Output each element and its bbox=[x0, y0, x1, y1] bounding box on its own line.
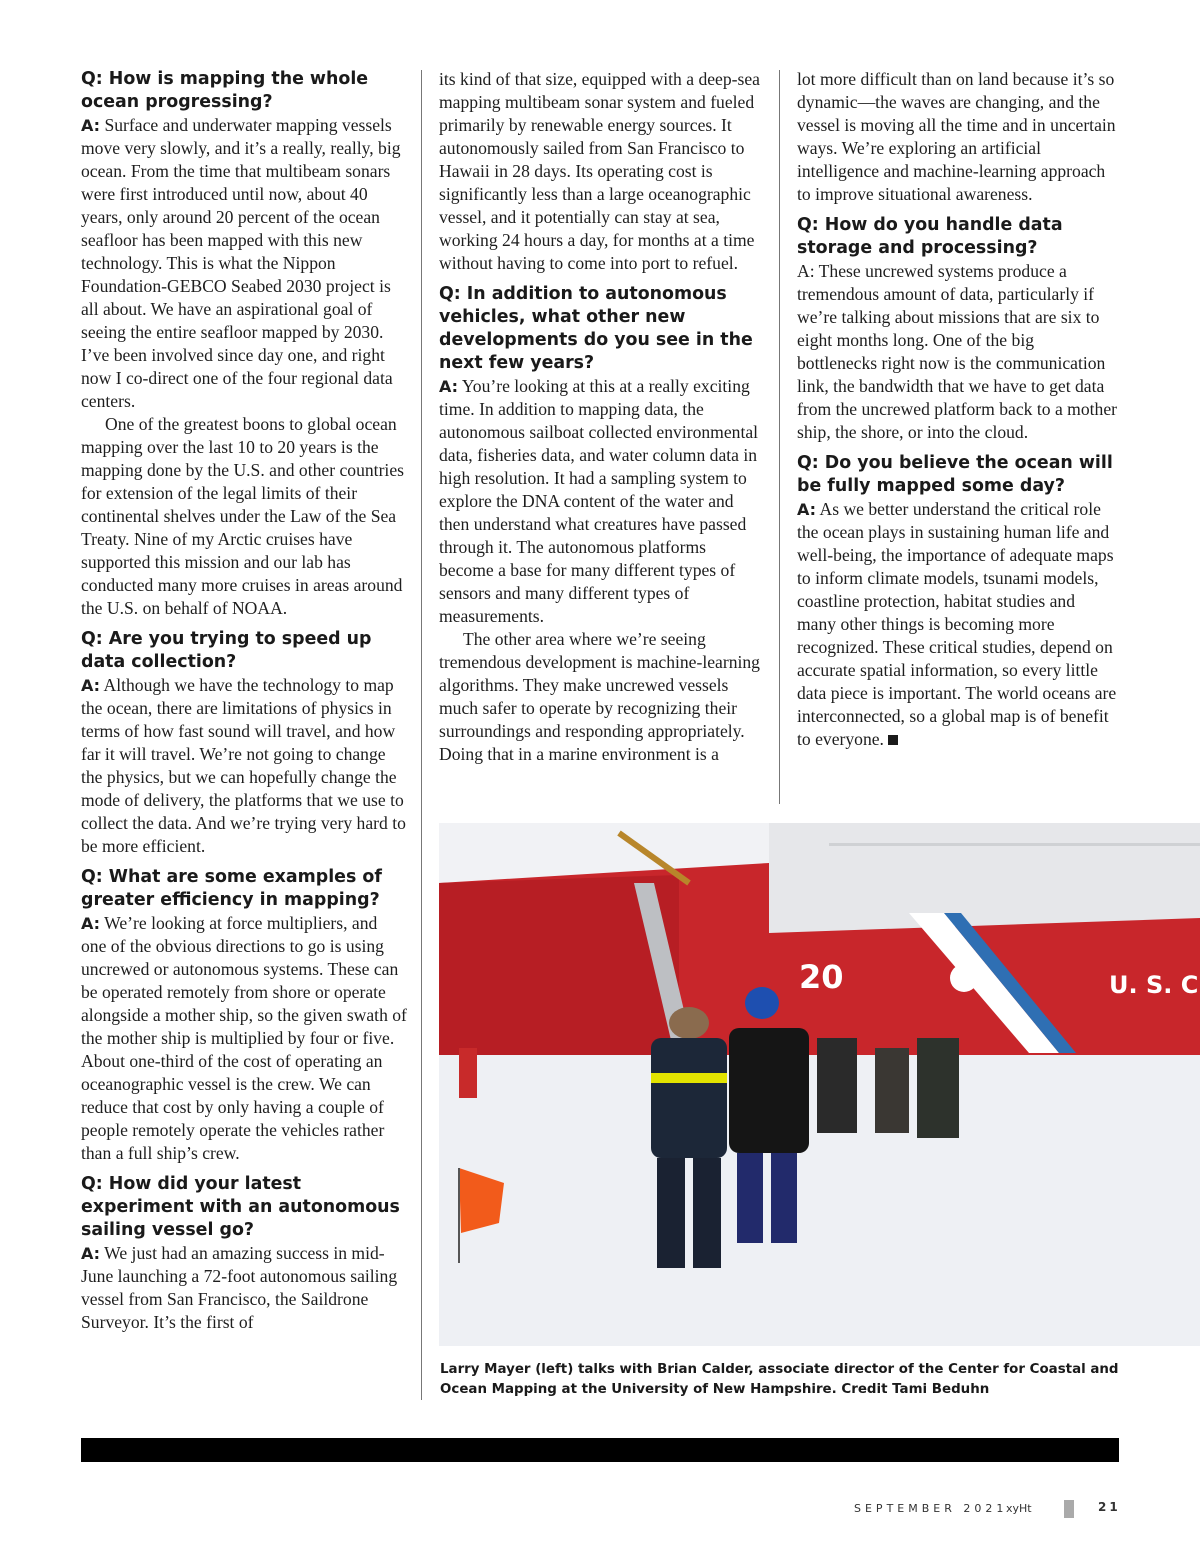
column-divider bbox=[779, 70, 780, 804]
answer-paragraph bbox=[81, 114, 407, 436]
footer-issue-date: SEPTEMBER 2021 bbox=[854, 1502, 1008, 1515]
answer-paragraph: One of the greatest boons to global ocean mapping over the last 10 to 20 years is the mapping done by the U.S. and other countries for extension of the legal limits of their continental shelves under the Law of the Sea Treaty. Nine of my Arctic cruises have supported this mission and our lab has conducted many more cruises in areas around the U.S. on behalf of NOAA. bbox=[81, 414, 404, 618]
answer-paragraph bbox=[81, 1242, 407, 1334]
coast-guard-emblem bbox=[950, 964, 978, 992]
footer-divider bbox=[1064, 1500, 1074, 1518]
question-heading: Q: How do you handle data storage and processing? bbox=[797, 215, 1063, 258]
photo-caption: Larry Mayer (left) talks with Brian Calder, associate director of the Center for Coastal and Ocean Mapping at the University of New Hampshire. Credit Tami Beduhn bbox=[440, 1362, 1119, 1397]
question-heading: Q: Do you believe the ocean will be fully mapped some day? bbox=[797, 453, 1113, 496]
hull-text: U. S. C bbox=[1109, 971, 1199, 999]
answer-paragraph bbox=[81, 674, 407, 858]
answer-label: A: bbox=[81, 116, 101, 135]
question-heading: Q: Are you trying to speed up data collection? bbox=[81, 629, 372, 672]
page-footer bbox=[820, 1500, 1120, 1518]
answer-paragraph bbox=[81, 912, 407, 1165]
ship-superstructure bbox=[769, 823, 1200, 933]
page-number: 21 bbox=[1098, 1500, 1121, 1514]
photo-illustration bbox=[439, 823, 1200, 1346]
column-divider bbox=[421, 70, 422, 1400]
answer-label: A: bbox=[81, 914, 101, 933]
answer-text: We just had an amazing success in mid-June launching a 72-foot autonomous sailing vessel from San Francisco, the Saildrone Surveyor. It’s the first of bbox=[81, 1243, 398, 1332]
footer-brand: xyHt bbox=[1006, 1502, 1032, 1515]
answer-paragraph: A: These uncrewed systems produce a tremendous amount of data, particularly if we’re talking about missions that are six to eight months long. One of the big bottlenecks right now is the communication link, the bandwidth that we have to get data from the uncrewed platform back to a mother ship, the shore, or into the cloud. bbox=[797, 261, 1117, 442]
hull-number: 20 bbox=[799, 958, 844, 996]
article-column-3 bbox=[797, 68, 1117, 759]
end-mark bbox=[888, 735, 898, 745]
answer-text: Although we have the technology to map the ocean, there are limitations of physics in terms of how fast sound will travel, and how far it will travel. We’re not going to change the physics, but we can hopefully change the mode of delivery, the platforms that we use to collect the data. And we’re trying very hard to be more efficient. bbox=[81, 675, 406, 856]
answer-label: A: bbox=[797, 500, 817, 519]
answer-paragraph: its kind of that size, equipped with a deep-sea mapping multibeam sonar system and fueled primarily by renewable energy sources. It autonomously sailed from San Francisco to Hawaii in 28 days. Its operating cost is significantly less than a large oceanographic vessel, and it potentially can stay at sea, working 24 hours a day, for months at a time without having to come into port to refuel. bbox=[439, 69, 760, 273]
answer-paragraph bbox=[797, 498, 1117, 751]
footer-bar bbox=[81, 1438, 1119, 1462]
answer-paragraph: The other area where we’re seeing tremendous development is machine-learning algorithms. They make uncrewed vessels much safer to operate by recognizing their surroundings and responding appropriately. Doing that in a marine environment is a bbox=[439, 629, 760, 764]
question-heading: Q: In addition to autonomous vehicles, what other new developments do you see in the next few years? bbox=[439, 284, 753, 373]
article-column-2 bbox=[439, 68, 765, 774]
question-heading: Q: What are some examples of greater efficiency in mapping? bbox=[81, 867, 382, 910]
answer-paragraph bbox=[439, 375, 765, 628]
answer-label: A: bbox=[439, 377, 459, 396]
question-heading: Q: How is mapping the whole ocean progressing? bbox=[81, 69, 369, 112]
article-column-1 bbox=[81, 68, 407, 1342]
question-heading: Q: How did your latest experiment with an autonomous sailing vessel go? bbox=[81, 1174, 400, 1240]
answer-text: You’re looking at this at a really exciting time. In addition to mapping data, the autonomous sailboat collected environmental data, fisheries data, and water column data in high resolution. It had a sampling system to explore the DNA content of the water and then understand what creatures have passed through it. The autonomous platforms become a base for many different types of sensors and many different types of measurements. bbox=[439, 376, 759, 626]
photo-icebreaker-on-ice bbox=[439, 823, 1200, 1346]
answer-paragraph: lot more difficult than on land because it’s so dynamic—the waves are changing, and the vessel is moving all the time and in uncertain ways. We’re exploring an artificial intelligence and machine-learning approach to improve situational awareness. bbox=[797, 69, 1116, 204]
answer-label: A: bbox=[81, 676, 101, 695]
answer-text: Surface and underwater mapping vessels move very slowly, and it’s a really, really, big ocean. From the time that multibeam sonars were first introduced until now, about 40 years, only around 20 percent of the ocean seafloor has been mapped with this new technology. This is what the Nippon Foundation-GEBCO Seabed 2030 project is all about. We have an aspirational goal of seeing the entire seafloor mapped by 2030. I’ve been involved since day one, and right now I co-direct one of the four regional data centers. bbox=[81, 115, 401, 411]
answer-text: As we better understand the critical role the ocean plays in sustaining human life and well-being, the importance of adequate maps to inform climate models, tsunami models, coastline protection, habitat studies and many other things is becoming more recognized. These critical studies, depend on accurate spatial information, so every little data piece is important. The world oceans are interconnected, so a global map is of benefit to everyone. bbox=[797, 499, 1117, 749]
answer-text: We’re looking at force multipliers, and one of the obvious directions to go is using uncrewed or autonomous systems. These can be operated remotely from shore or operate alongside a mother ship, so the given swath of the mother ship is multiplied by four or five. About one-third of the cost of operating an oceanographic vessel is the crew. We can reduce that cost by only having a couple of people remotely operate the vehicles rather than a full ship’s crew. bbox=[81, 913, 407, 1163]
answer-label: A: bbox=[81, 1244, 101, 1263]
